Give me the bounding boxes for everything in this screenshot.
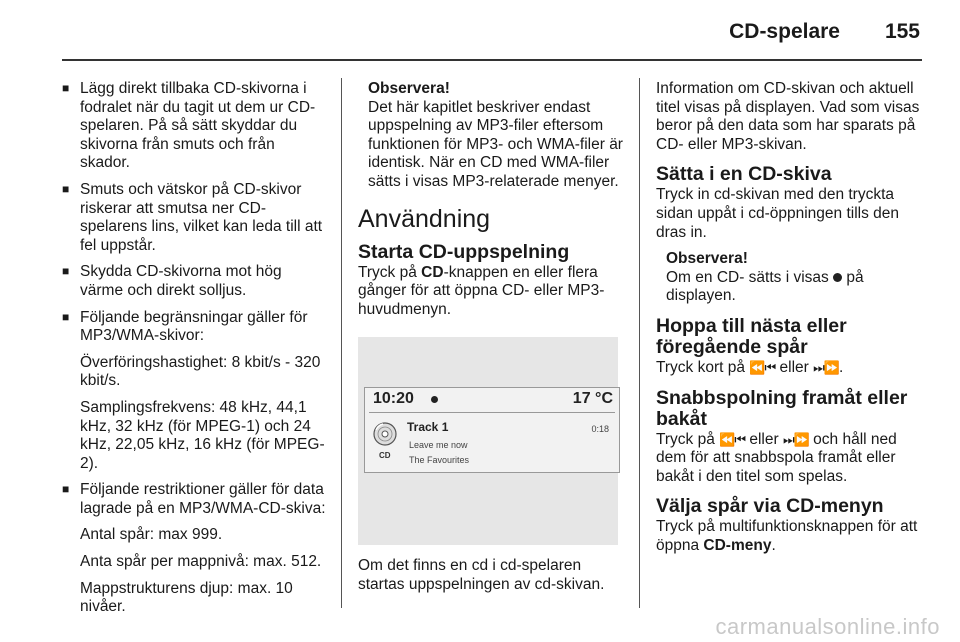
note-heading: Observera! — [368, 80, 450, 97]
section-title: Användning — [358, 204, 491, 233]
watermark: carmanualsonline.info — [715, 614, 940, 639]
paragraph-fast-forward: Tryck på ⏪⏮ eller ⏭⏩ och håll ned dem för att snabbspola framåt eller bakåt i den titel som spelas. — [656, 430, 897, 485]
display-artist: Leave me now — [409, 440, 468, 451]
bullet-item: ■ Skydda CD-skivorna mot hög värme och direkt solljus. — [62, 263, 326, 300]
column-2 — [358, 80, 624, 603]
heading-cd-menu: Välja spår via CD-menyn — [656, 495, 884, 518]
disc-indicator-icon — [833, 273, 842, 282]
paragraph-start-cd: Tryck på CD-knappen en eller flera gånger för att öppna CD- eller MP3-huvudmenyn. — [358, 263, 605, 318]
display-track: Track 1 — [407, 420, 449, 435]
sub-item: Mappstrukturens djup: max. 10 nivåer. — [80, 579, 293, 616]
next-track-icon: ⏭⏩ — [813, 359, 839, 375]
display-album: The Favourites — [409, 455, 470, 466]
bullet-item: ■ Följande restriktioner gäller för data lagrade på en MP3/WMA-CD-skiva: — [62, 481, 326, 518]
header-divider — [62, 59, 922, 61]
note-text: Det här kapitlet beskriver endast uppspelning av MP3-filer eftersom funktionen för MP3- och WMA-filer är identisk. När en CD med WMA-filer sätts i visas MP3-relaterade menyer. — [368, 98, 623, 190]
paragraph-autoplay: Om det finns en cd i cd-spelaren startas uppspelningen av cd-skivan. — [358, 557, 605, 593]
bullet-item: ■ Följande begränsningar gäller för MP3/WMA-skivor: — [62, 309, 326, 346]
note-heading: Observera! — [666, 250, 748, 268]
sub-item: Anta spår per mappnivå: max. 512. — [80, 553, 322, 571]
page-title: CD-spelare — [729, 20, 840, 43]
heading-fast-forward: Snabbspolning framåt eller bakåt — [656, 386, 908, 430]
display-illustration — [358, 337, 618, 545]
note-box — [656, 250, 926, 306]
previous-track-icon: ⏪⏮ — [719, 431, 746, 447]
heading-start-cd: Starta CD-uppspelning — [358, 240, 570, 263]
page-header — [0, 0, 960, 60]
display-divider — [369, 412, 615, 413]
note-box — [358, 80, 624, 192]
paragraph-skip-track: Tryck kort på ⏪⏮ eller ⏭⏩. — [656, 358, 844, 376]
sub-item: Antal spår: max 999. — [80, 526, 223, 544]
column-divider-2 — [639, 78, 640, 608]
bullet-item: ■ Smuts och vätskor på CD-skivor riskerar att smutsa ner CD-spelarens lins, vilket kan leda till att fel uppstår. — [62, 181, 326, 255]
note-text: Om en CD- sätts i visas på displayen. — [666, 268, 864, 305]
heading-skip-track: Hoppa till nästa eller föregående spår — [656, 314, 847, 358]
column-3 — [656, 80, 926, 564]
paragraph-insert-cd: Tryck in cd-skivan med den tryckta sidan uppåt i cd-öppningen tills den dras in. — [656, 186, 900, 241]
next-track-icon: ⏭⏩ — [782, 431, 809, 447]
display-elapsed: 0:18 — [591, 424, 609, 435]
display-time: 10:20 — [373, 390, 414, 408]
column-divider-1 — [341, 78, 342, 608]
sub-item: Överföringshastighet: 8 kbit/s - 320 kbit/s. — [80, 353, 321, 390]
display-temperature: 17 °C — [572, 390, 613, 408]
heading-insert-cd: Sätta i en CD-skiva — [656, 163, 832, 186]
paragraph-intro: Information om CD-skivan och aktuell titel visas på displayen. Vad som visas beror på den data som har sparats på CD- eller MP3-skivan. — [656, 80, 920, 153]
page-number: 155 — [884, 20, 920, 43]
display-screen — [364, 387, 620, 473]
sub-item: Samplingsfrekvens: 48 kHz, 44,1 kHz, 32 kHz (för MPEG-1) och 24 kHz, 22,05 kHz, 16 kHz (för MPEG-2). — [80, 398, 325, 472]
bullet-item: ■ Lägg direkt tillbaka CD-skivorna i fodralet när du tagit ut dem ur CD-spelaren. På så sätt skyddar du skivorna från smuts och från skador. — [62, 80, 326, 173]
display-source: CD — [379, 451, 391, 461]
disc-indicator-icon — [431, 396, 438, 403]
cd-disc-icon — [373, 422, 397, 446]
previous-track-icon: ⏪⏮ — [749, 359, 776, 375]
column-1 — [62, 80, 326, 625]
paragraph-cd-menu: Tryck på multifunktionsknappen för att öppna CD-meny. — [656, 518, 918, 554]
